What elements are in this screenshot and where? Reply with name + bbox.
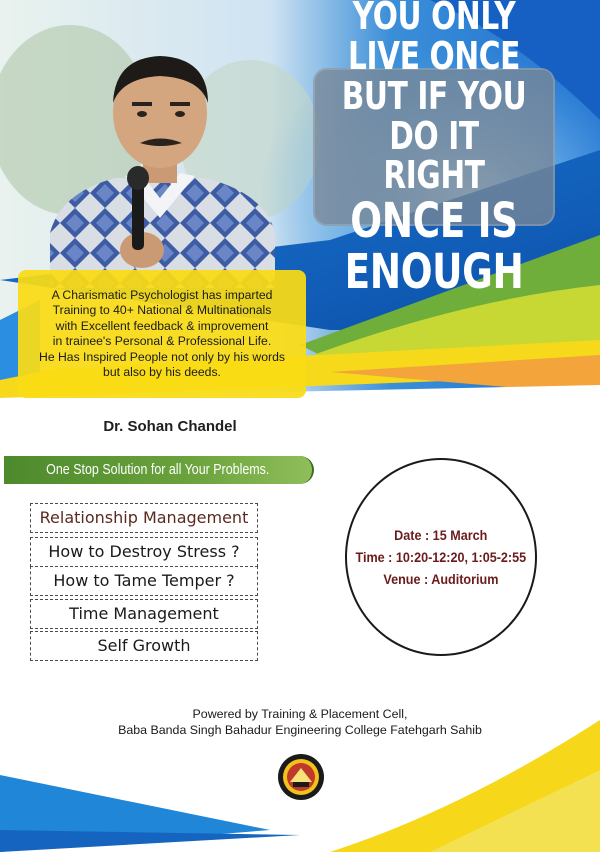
quote-line-3: ONCE IS ENOUGH [344, 193, 524, 300]
speaker-photo [30, 28, 290, 288]
topic-item: Time Management [30, 599, 258, 629]
footer-line-2: Baba Banda Singh Bahadur Engineering College Fatehgarh Sahib [118, 723, 482, 737]
topic-item: Relationship Management [30, 503, 258, 533]
footer [0, 706, 600, 738]
topic-item: Self Growth [30, 631, 258, 661]
bio-line: but also by his deeds. [103, 365, 221, 380]
quote-line-1: YOU ONLY LIVE ONCE [348, 0, 520, 78]
tagline-text: One Stop Solution for all Your Problems. [46, 462, 270, 478]
footer-line-1: Powered by Training & Placement Cell, [192, 707, 408, 721]
event-details-circle [345, 458, 537, 656]
topic-item: How to Tame Temper ? [30, 566, 258, 596]
college-logo [276, 752, 326, 802]
quote-line-2: BUT IF YOU DO IT RIGHT [341, 73, 527, 198]
bio-line: with Excellent feedback & improvement [55, 318, 269, 333]
speaker-name: Dr. Sohan Chandel [103, 418, 237, 435]
event-date: Date : 15 March [394, 527, 488, 543]
bio-line: in trainee's Personal & Professional Life. [52, 334, 272, 349]
quote-box [313, 0, 555, 300]
event-venue: Venue : Auditorium [383, 571, 499, 587]
bio-line: A Charismatic Psychologist has imparted [51, 288, 273, 302]
bio-line: Training to 40+ National & Multinationals [52, 303, 272, 318]
event-time: Time : 10:20-12:20, 1:05-2:55 [355, 549, 527, 565]
bio-line: He Has Inspired People not only by his words [39, 349, 285, 364]
bio-box [18, 270, 306, 398]
topic-item: How to Destroy Stress ? [30, 537, 258, 567]
tagline-banner [4, 456, 314, 484]
